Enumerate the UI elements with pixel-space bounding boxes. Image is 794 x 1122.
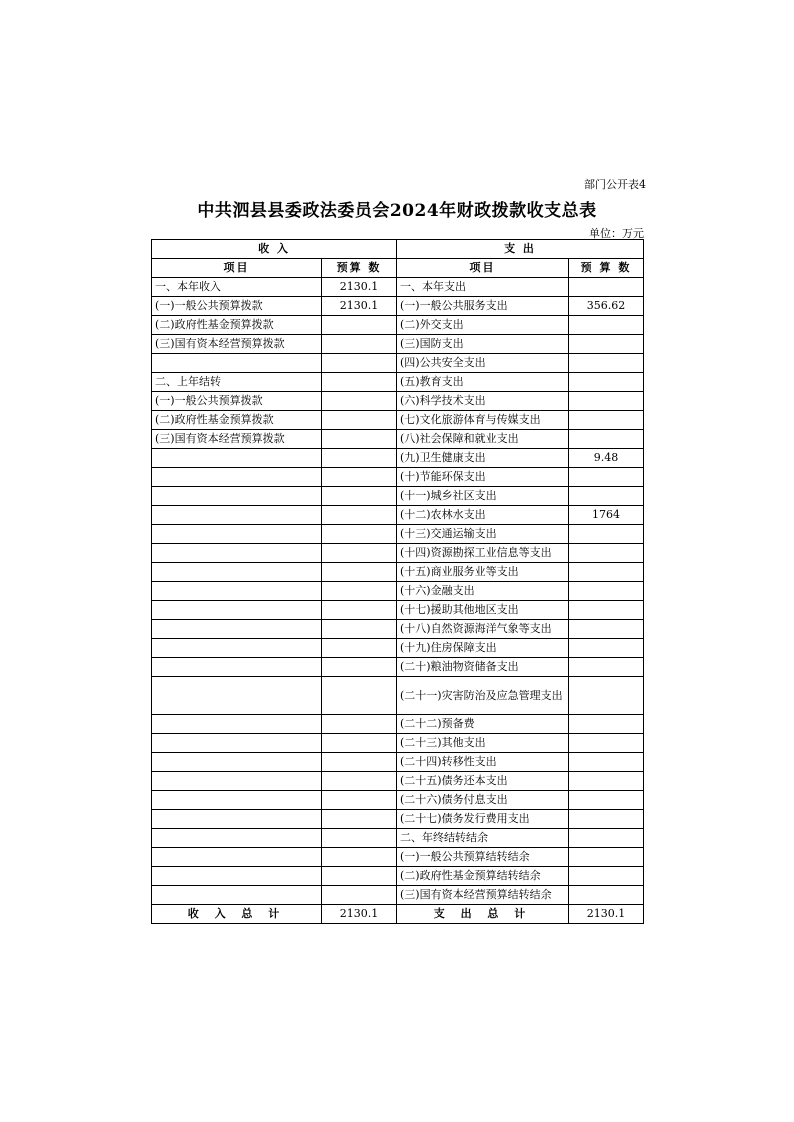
table-row [152, 563, 644, 582]
income-budget-cell [322, 753, 397, 772]
income-item-cell: (一)一般公共预算拨款 [152, 392, 322, 411]
income-budget-cell [322, 601, 397, 620]
expense-item-cell: (二)政府性基金预算结转结余 [397, 867, 569, 886]
expense-item-cell: (八)社会保障和就业支出 [397, 430, 569, 449]
expense-item-cell: (二)外交支出 [397, 316, 569, 335]
expense-item-cell: (三)国有资本经营预算结转结余 [397, 886, 569, 905]
expense-item-cell: (一)一般公共服务支出 [397, 297, 569, 316]
expense-item-cell: (十四)资源勘探工业信息等支出 [397, 544, 569, 563]
income-budget-cell [322, 886, 397, 905]
expense-item-cell: 二、年终结转结余 [397, 829, 569, 848]
income-item-cell [152, 753, 322, 772]
expense-item-cell: (四)公共安全支出 [397, 354, 569, 373]
expense-budget-cell [569, 582, 644, 601]
expense-item-cell: 一、本年支出 [397, 278, 569, 297]
expense-budget-cell [569, 487, 644, 506]
table-row [152, 449, 644, 468]
table-row [152, 886, 644, 905]
income-budget-cell [322, 335, 397, 354]
income-item-cell: (三)国有资本经营预算拨款 [152, 335, 322, 354]
income-item-cell [152, 829, 322, 848]
income-budget-cell [322, 658, 397, 677]
table-row [152, 506, 644, 525]
income-item-cell [152, 886, 322, 905]
table-row [152, 620, 644, 639]
expense-item-cell: (十五)商业服务业等支出 [397, 563, 569, 582]
income-budget-cell [322, 848, 397, 867]
expense-item-cell: (二十五)债务还本支出 [397, 772, 569, 791]
expense-item-cell: (二十六)债务付息支出 [397, 791, 569, 810]
expense-budget-cell [569, 411, 644, 430]
expense-budget-cell [569, 829, 644, 848]
table-row [152, 715, 644, 734]
income-budget-cell [322, 715, 397, 734]
expense-budget-cell [569, 886, 644, 905]
table-row [152, 639, 644, 658]
expense-budget-cell [569, 373, 644, 392]
income-budget-cell [322, 829, 397, 848]
income-budget-cell [322, 563, 397, 582]
income-budget-cell [322, 316, 397, 335]
expense-item-cell: (二十二)预备费 [397, 715, 569, 734]
expense-budget-cell: 9.48 [569, 449, 644, 468]
table-row [152, 544, 644, 563]
expense-budget-cell [569, 525, 644, 544]
expense-budget-cell [569, 791, 644, 810]
table-row [152, 753, 644, 772]
income-total-value: 2130.1 [322, 905, 397, 924]
table-row [152, 468, 644, 487]
table-row [152, 525, 644, 544]
expense-budget-cell [569, 639, 644, 658]
income-item-cell [152, 620, 322, 639]
document-code: 部门公开表4 [584, 178, 646, 191]
table-row [152, 354, 644, 373]
income-budget-cell [322, 639, 397, 658]
income-item-cell: 二、上年结转 [152, 373, 322, 392]
expense-budget-cell [569, 677, 644, 715]
income-item-cell [152, 487, 322, 506]
income-item-cell [152, 715, 322, 734]
income-item-cell [152, 772, 322, 791]
expense-budget-header: 预 算 数 [569, 259, 644, 278]
table-row [152, 867, 644, 886]
income-budget-cell [322, 867, 397, 886]
expense-budget-cell [569, 753, 644, 772]
expense-budget-cell [569, 335, 644, 354]
expense-budget-cell [569, 544, 644, 563]
expense-budget-cell [569, 810, 644, 829]
expense-item-cell: (五)教育支出 [397, 373, 569, 392]
income-item-cell [152, 734, 322, 753]
income-budget-cell: 2130.1 [322, 278, 397, 297]
income-budget-cell [322, 354, 397, 373]
table-row [152, 734, 644, 753]
expense-budget-cell [569, 563, 644, 582]
expense-budget-cell [569, 316, 644, 335]
table-row [152, 278, 644, 297]
table-row [152, 601, 644, 620]
expense-budget-cell [569, 620, 644, 639]
expense-budget-cell [569, 278, 644, 297]
expense-item-cell: (二十三)其他支出 [397, 734, 569, 753]
income-budget-cell [322, 411, 397, 430]
income-item-cell: (一)一般公共预算拨款 [152, 297, 322, 316]
expense-budget-cell [569, 658, 644, 677]
income-item-cell [152, 525, 322, 544]
expense-item-cell: (二十七)债务发行费用支出 [397, 810, 569, 829]
expense-budget-cell [569, 848, 644, 867]
table-row [152, 373, 644, 392]
income-item-cell [152, 639, 322, 658]
expense-item-cell: (十)节能环保支出 [397, 468, 569, 487]
expense-item-cell: (七)文化旅游体育与传媒支出 [397, 411, 569, 430]
expense-item-cell: (十三)交通运输支出 [397, 525, 569, 544]
totals-row [152, 905, 644, 924]
income-item-header: 项目 [152, 259, 322, 278]
income-item-cell [152, 601, 322, 620]
expense-item-cell: (三)国防支出 [397, 335, 569, 354]
income-budget-cell [322, 677, 397, 715]
income-item-cell: (三)国有资本经营预算拨款 [152, 430, 322, 449]
income-item-cell [152, 848, 322, 867]
expense-item-cell: (六)科学技术支出 [397, 392, 569, 411]
income-total-label: 收 入 总 计 [152, 905, 322, 924]
table-body [152, 278, 644, 905]
income-item-cell [152, 563, 322, 582]
expense-budget-cell [569, 430, 644, 449]
table-row [152, 316, 644, 335]
expense-item-cell: (十一)城乡社区支出 [397, 487, 569, 506]
income-item-cell [152, 354, 322, 373]
income-item-cell [152, 810, 322, 829]
expense-budget-cell [569, 772, 644, 791]
expense-item-cell: (二十四)转移性支出 [397, 753, 569, 772]
expense-budget-cell [569, 734, 644, 753]
income-item-cell [152, 582, 322, 601]
income-item-cell [152, 677, 322, 715]
income-budget-cell [322, 506, 397, 525]
income-item-cell [152, 544, 322, 563]
expense-total-value: 2130.1 [569, 905, 644, 924]
income-section-header: 收 入 [152, 240, 397, 259]
income-budget-cell [322, 772, 397, 791]
table-row [152, 772, 644, 791]
income-budget-cell [322, 810, 397, 829]
expense-budget-cell: 1764 [569, 506, 644, 525]
expense-budget-cell [569, 392, 644, 411]
expense-item-cell: (十二)农林水支出 [397, 506, 569, 525]
expense-budget-cell: 356.62 [569, 297, 644, 316]
budget-summary-table [151, 239, 644, 924]
income-budget-cell [322, 430, 397, 449]
table-row [152, 430, 644, 449]
table-row [152, 297, 644, 316]
income-budget-cell [322, 582, 397, 601]
expense-item-cell: (十八)自然资源海洋气象等支出 [397, 620, 569, 639]
table-row [152, 677, 644, 715]
income-budget-header: 预算 数 [322, 259, 397, 278]
income-budget-cell [322, 734, 397, 753]
expense-item-cell: (二十一)灾害防治及应急管理支出 [397, 677, 569, 715]
expense-item-cell: (一)一般公共预算结转结余 [397, 848, 569, 867]
income-item-cell: 一、本年收入 [152, 278, 322, 297]
expense-item-cell: (九)卫生健康支出 [397, 449, 569, 468]
table-row [152, 791, 644, 810]
income-budget-cell [322, 468, 397, 487]
income-item-cell [152, 468, 322, 487]
income-item-cell: (二)政府性基金预算拨款 [152, 411, 322, 430]
expense-budget-cell [569, 354, 644, 373]
table-row [152, 810, 644, 829]
expense-item-header: 项目 [397, 259, 569, 278]
table-row [152, 411, 644, 430]
income-budget-cell: 2130.1 [322, 297, 397, 316]
expense-total-label: 支 出 总 计 [397, 905, 569, 924]
income-budget-cell [322, 544, 397, 563]
expense-budget-cell [569, 468, 644, 487]
income-item-cell [152, 506, 322, 525]
income-budget-cell [322, 620, 397, 639]
income-item-cell [152, 449, 322, 468]
income-item-cell [152, 791, 322, 810]
expense-item-cell: (十六)金融支出 [397, 582, 569, 601]
expense-budget-cell [569, 867, 644, 886]
table-row [152, 658, 644, 677]
income-budget-cell [322, 373, 397, 392]
page-title: 中共泗县县委政法委员会2024年财政拨款收支总表 [197, 201, 597, 221]
expense-budget-cell [569, 715, 644, 734]
income-budget-cell [322, 487, 397, 506]
unit-label: 单位：万元 [589, 227, 644, 240]
table-row [152, 392, 644, 411]
expense-budget-cell [569, 601, 644, 620]
income-item-cell [152, 867, 322, 886]
income-budget-cell [322, 449, 397, 468]
expense-item-cell: (二十)粮油物资储备支出 [397, 658, 569, 677]
table-row [152, 582, 644, 601]
expense-section-header: 支 出 [397, 240, 644, 259]
income-budget-cell [322, 525, 397, 544]
income-item-cell [152, 658, 322, 677]
table-row [152, 335, 644, 354]
income-budget-cell [322, 791, 397, 810]
section-header-row [152, 240, 644, 259]
income-item-cell: (二)政府性基金预算拨款 [152, 316, 322, 335]
income-budget-cell [322, 392, 397, 411]
expense-item-cell: (十九)住房保障支出 [397, 639, 569, 658]
table-row [152, 829, 644, 848]
expense-item-cell: (十七)援助其他地区支出 [397, 601, 569, 620]
table-row [152, 487, 644, 506]
column-header-row [152, 259, 644, 278]
table-row [152, 848, 644, 867]
